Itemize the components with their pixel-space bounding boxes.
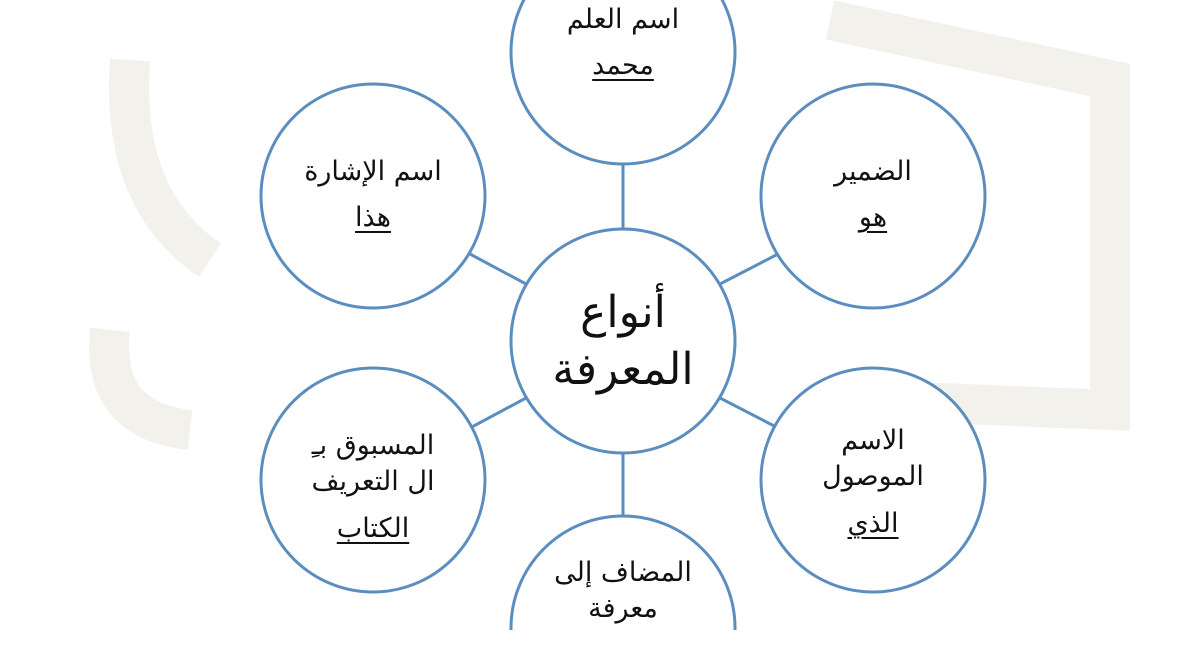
node-relative-pronoun-example: الذي: [847, 507, 899, 539]
node-pronoun-example: هو: [858, 202, 888, 233]
node-annexed-label-2: معرفة: [588, 593, 658, 625]
node-demonstrative-label: اسم الإشارة: [304, 155, 442, 187]
node-annexed-label-1: المضاف إلى: [554, 557, 692, 588]
connector-upper-right: [720, 254, 778, 284]
node-proper-noun-example: محمد: [592, 50, 654, 82]
node-demonstrative: [283, 140, 463, 250]
node-definite-article-label-2: ال التعريف: [311, 466, 435, 498]
center-node: [523, 241, 723, 441]
node-proper-noun: [533, 0, 713, 112]
center-title-line1: أنواع: [580, 286, 666, 338]
node-demonstrative-example: هذا: [355, 202, 391, 233]
center-title-line2: المعرفة: [552, 344, 694, 395]
node-relative-pronoun: [783, 405, 963, 560]
node-definite-article-label-1: المسبوق بـِ: [311, 429, 435, 461]
node-definite-article: [283, 405, 463, 570]
node-annexed: [533, 555, 713, 645]
node-pronoun-label: الضمير: [834, 155, 912, 187]
node-pronoun: [783, 140, 963, 250]
node-relative-pronoun-label-2: الموصول: [822, 461, 924, 493]
node-relative-pronoun-label-1: الاسم: [841, 424, 905, 456]
connector-lower-right: [720, 398, 778, 428]
connector-lower-left: [470, 398, 526, 428]
node-proper-noun-label: اسم العلم: [566, 4, 680, 35]
connector-upper-left: [470, 254, 526, 284]
node-definite-article-example: الكتاب: [336, 512, 410, 544]
